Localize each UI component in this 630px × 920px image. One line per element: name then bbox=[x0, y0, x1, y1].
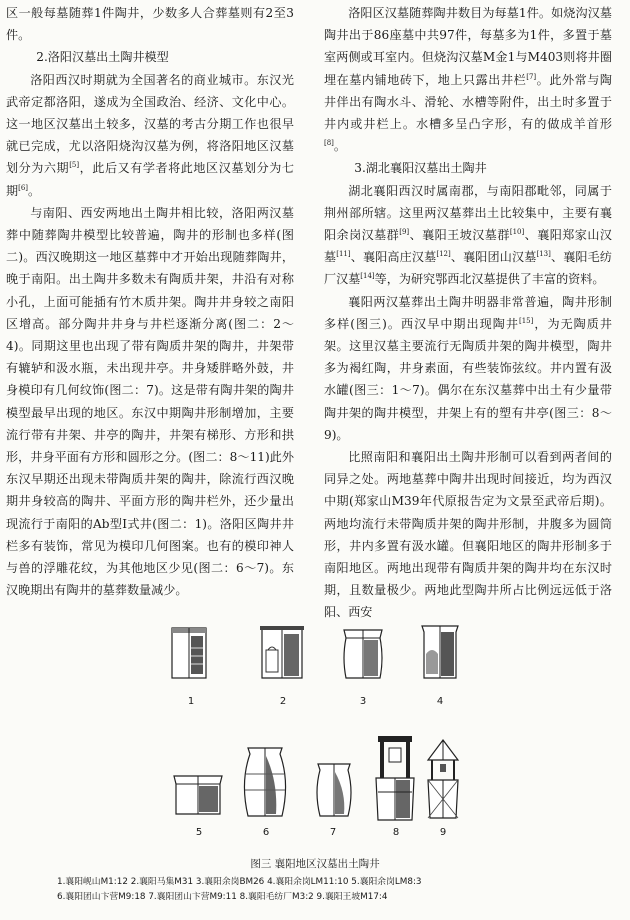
figure-number: 2 bbox=[279, 696, 287, 707]
figure-number: 1 bbox=[187, 696, 195, 707]
right-column bbox=[324, 2, 612, 624]
paragraph: 襄阳两汉墓葬出土陶井明器非常普遍，陶井形制多样(图三)。西汉早中期出现陶井[15]，为无陶质井架。这里汉墓主要流行无陶质井架的陶井模型，陶井多为褐红陶，井身素面，有些装饰弦纹。井内置有汲水罐(图三：1～7)。偶尔在东汉墓葬中出土有少量带陶井架的陶井模型，井架上有的塑有井亭(图三：8～9)。 bbox=[324, 294, 612, 442]
citation: [13] bbox=[536, 250, 551, 259]
citation: [11] bbox=[336, 250, 351, 259]
paragraph: 比照南阳和襄阳出土陶井形制可以看到两者间的同异之处。两地墓葬中陶井出现时间接近，均为西汉中期(郑家山M39年代原报告定为文景至武帝后期)。两地均流行未带陶质井架的陶井形制，井腹多为圆筒形，井内多置有汲水罐。但襄阳地区的陶井形制多于南阳地区。两地出现带有陶质井架的陶井均在东汉时期，且数量极少。两地此型陶井所占比例远远低于洛阳、西安 bbox=[324, 450, 612, 620]
citation: [7] bbox=[526, 72, 537, 81]
pottery-well-9 bbox=[424, 738, 462, 822]
pottery-well-7 bbox=[314, 762, 354, 820]
well-drawing bbox=[170, 626, 210, 682]
figure-3 bbox=[0, 622, 630, 920]
figure-number: 4 bbox=[436, 696, 444, 707]
well-drawing bbox=[170, 772, 226, 818]
citation: [14] bbox=[360, 272, 375, 281]
paragraph: 湖北襄阳西汉时属南郡，与南阳郡毗邻，同属于荆州部所辖。这里两汉墓葬出土比较集中，主要有襄阳余岗汉墓群[9]、襄阳王坡汉墓群[10]、襄阳郑家山汉墓[11]、襄阳高庄汉墓[12]、襄阳团山汉墓[13]、襄阳毛纺厂汉墓[14]等，为研究鄂西北汉墓提供了丰富的资料。 bbox=[324, 183, 612, 287]
figure-number: 8 bbox=[392, 827, 400, 838]
figure-legend-line: 6.襄阳团山卞营M9:18 7.襄阳团山卞营M9:11 8.襄阳毛纺厂M3:2 9.襄阳王坡M17:4 bbox=[57, 892, 388, 902]
pottery-well-3 bbox=[340, 628, 386, 682]
pottery-well-8 bbox=[372, 734, 418, 824]
figure-caption: 图三 襄阳地区汉墓出土陶井 bbox=[250, 858, 380, 870]
paragraph: 洛阳区汉墓随葬陶井数目为每墓1件。如烧沟汉墓陶井出于86座墓中共97件，每墓多为1件，多置于墓室两侧或耳室内。但烧沟汉墓M金1与M403则将井圈埋在墓内铺地砖下，地上只露出井栏[7]。此外常与陶井伴出有陶水斗、滑轮、水槽等附件，出土时多置于井内或井栏上。水槽多呈凸字形，有的做成羊首形[8]。 bbox=[324, 6, 612, 154]
figure-number: 5 bbox=[195, 827, 203, 838]
section-heading: 2.洛阳汉墓出土陶井模型 bbox=[36, 50, 169, 65]
paragraph: 区一般每墓随葬1件陶井，少数多人合葬墓则有2至3件。 bbox=[6, 6, 294, 43]
well-drawing bbox=[240, 746, 290, 820]
figure-number: 6 bbox=[262, 827, 270, 838]
pottery-well-4 bbox=[420, 624, 460, 682]
well-drawing bbox=[372, 734, 418, 824]
citation: [5] bbox=[69, 161, 80, 170]
pottery-well-5 bbox=[170, 772, 226, 818]
paragraph: 洛阳西汉时期就为全国著名的商业城市。东汉光武帝定都洛阳，遂成为全国政治、经济、文化中心。这一地区汉墓出土较多，汉墓的考古分期工作也很早就已完成，尤以洛阳烧沟汉墓为例，将洛阳地区汉墓划分为六期[5]，此后又有学者将此地区汉墓划分为七期[6]。 bbox=[6, 72, 294, 198]
figure-number: 9 bbox=[439, 827, 447, 838]
well-drawing bbox=[258, 624, 308, 684]
citation: [10] bbox=[509, 228, 525, 237]
figure-number: 7 bbox=[329, 827, 337, 838]
well-drawing bbox=[314, 762, 354, 820]
pottery-well-2 bbox=[258, 624, 308, 684]
section-heading: 3.湖北襄阳汉墓出土陶井 bbox=[354, 161, 487, 176]
well-drawing bbox=[424, 738, 462, 822]
citation: [6] bbox=[18, 183, 29, 192]
paragraph: 与南阳、西安两地出土陶井相比较，洛阳两汉墓葬中随葬陶井模型比较普遍，陶井的形制也多样(图二)。西汉晚期这一地区墓葬中才开始出现随葬陶井，晚于南阳。出土陶井多数未有陶质井架，井沿有对称小孔，上面可能插有竹木质井架。陶井井身较之南阳区增高。部分陶井井身与井栏逐渐分离(图二：2～4)。同期这里也出现了带有陶质井架的陶井，井架带有辘轳和汲水瓶，未出现井亭。井身矮胖略外鼓，井身模印有几何纹饰(图二：7)。这是带有陶井架的陶井模型最早出现的地区。东汉中期陶井形制增加，主要流行带有井架、井亭的陶井，井架有梯形、方形和拱形，井身平面有方形和圆形之分。(图二：8～11)此外东汉早期还出现未带陶质井架的陶井，除流行西汉晚期井身较高的陶井、平面方形的陶井栏外，还少量出现流行于南阳的Ab型Ⅰ式井(图二：1)。洛阳区陶井井栏多有装饰，常见为模印几何图案。也有的模印神人与兽的浮雕花纹，为其他地区少见(图二：6～7)。东汉晚期出有陶井的墓葬数量减少。 bbox=[6, 205, 294, 598]
citation: [12] bbox=[436, 250, 451, 259]
citation: [15] bbox=[518, 316, 534, 325]
figure-number: 3 bbox=[359, 696, 367, 707]
pottery-well-1 bbox=[170, 626, 210, 682]
well-drawing bbox=[340, 628, 386, 682]
citation: [9] bbox=[399, 228, 410, 237]
well-drawing bbox=[420, 624, 460, 682]
left-column bbox=[6, 2, 294, 601]
citation: [8] bbox=[324, 139, 334, 148]
pottery-well-6 bbox=[240, 746, 290, 820]
figure-legend-line: 1.襄阳岘山M1:12 2.襄阳马集M31 3.襄阳余岗BM26 4.襄阳余岗LM11:10 5.襄阳余岗LM8:3 bbox=[57, 877, 422, 887]
